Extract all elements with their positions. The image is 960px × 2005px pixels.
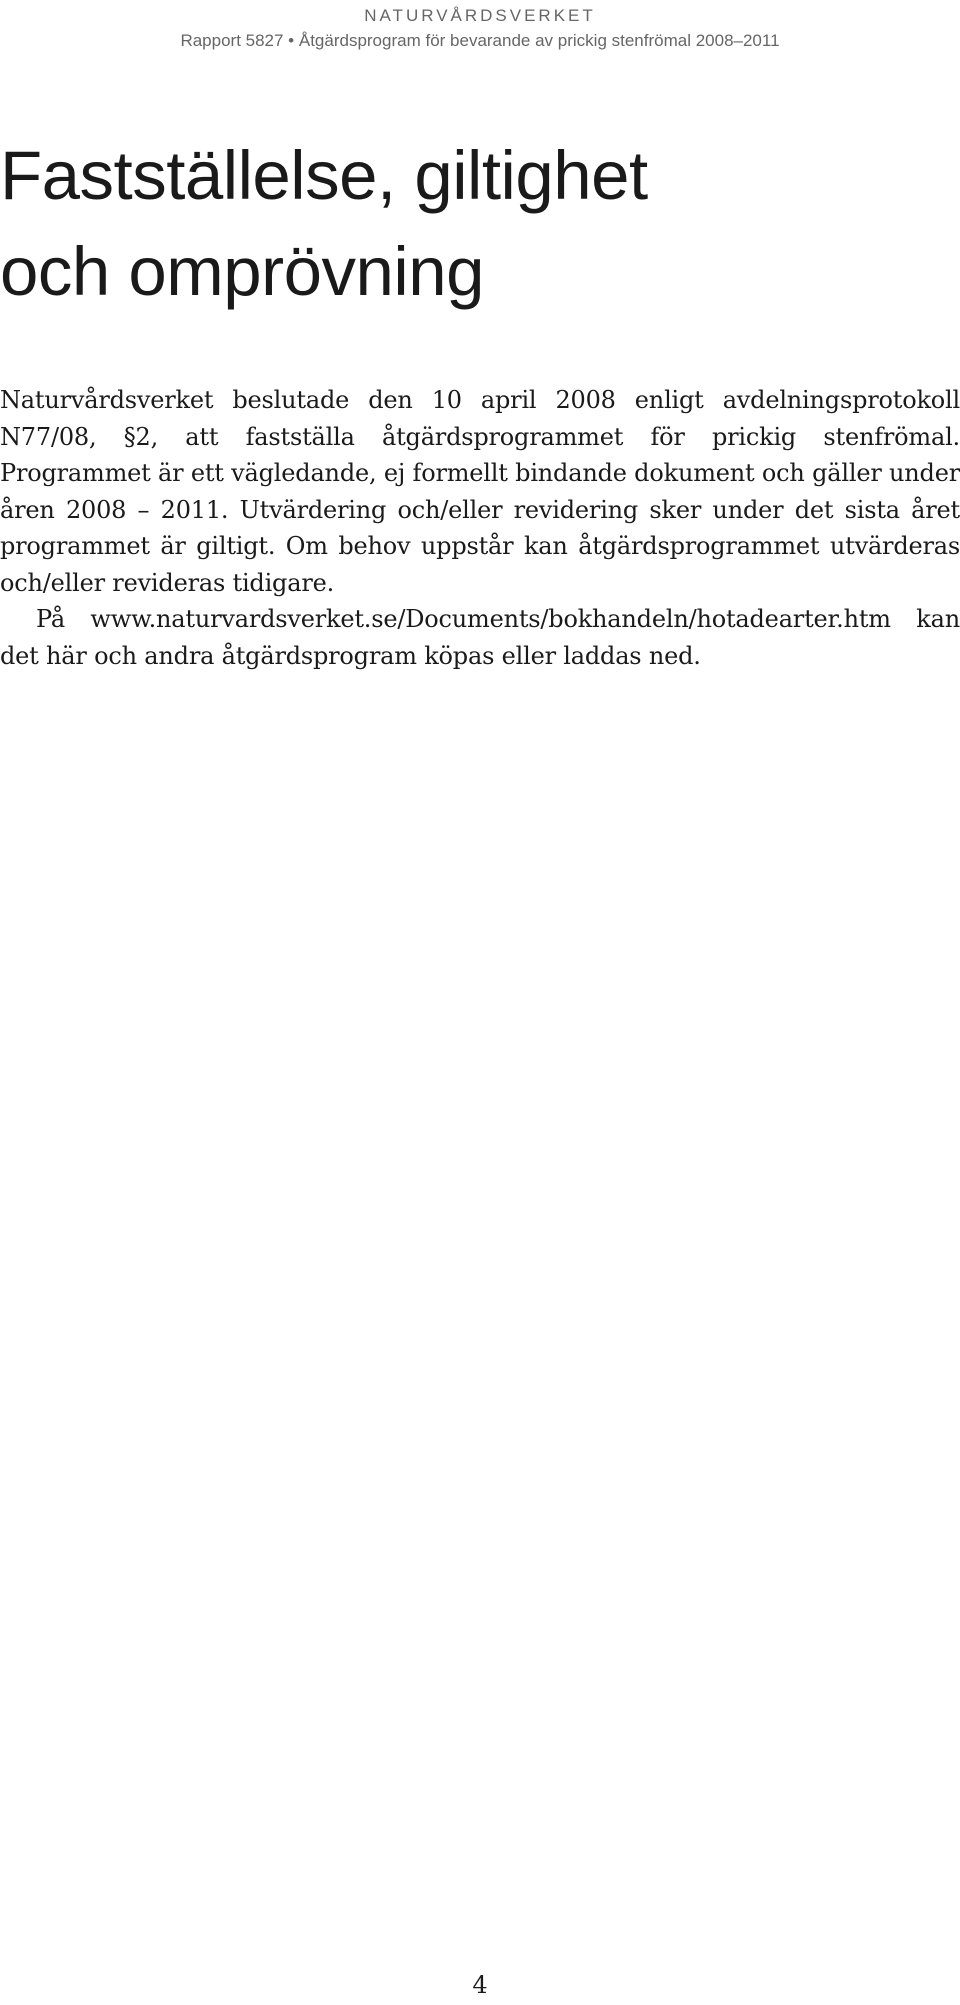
body-text <box>0 382 960 674</box>
page-title <box>0 128 648 320</box>
page-header <box>0 4 960 54</box>
paragraph-decision: Naturvårdsverket beslutade den 10 april 2008 enligt avdelningsprotokoll N77/08, §2, att fastställa åtgärdsprogrammet för prickig stenfrömal. Programmet är ett vägledande, ej formellt bindande dokument och gäller under åren 2008 – 2011. Utvärdering och/eller revidering sker under det sista året programmet är giltigt. Om behov uppstår kan åtgärdsprogrammet utvärderas och/eller revideras tidigare. <box>0 386 960 597</box>
organization-name: NATURVÅRDSVERKET <box>364 6 596 25</box>
page-number: 4 <box>472 1971 488 1999</box>
paragraph-download: På www.naturvardsverket.se/Documents/bokhandeln/hotadearter.htm kan det här och andra åtgärdsprogram köpas eller laddas ned. <box>0 605 960 670</box>
title-line-1: Fastställelse, giltighet <box>0 137 648 214</box>
report-line: Rapport 5827 • Åtgärdsprogram för bevarande av prickig stenfrömal 2008–2011 <box>180 31 780 50</box>
title-line-2: och omprövning <box>0 233 484 310</box>
